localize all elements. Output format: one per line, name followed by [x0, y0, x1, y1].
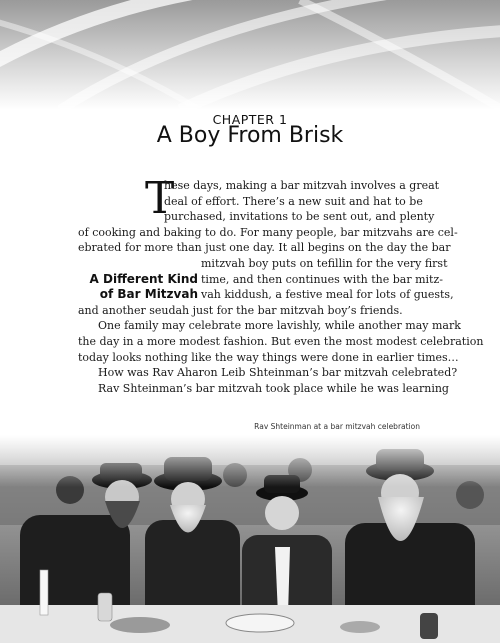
- body-line: Rav Shteinman’s bar mitzvah took place while he was learning: [98, 381, 449, 395]
- body-line: and another seudah just for the bar mitzvah boy’s friends.: [78, 303, 403, 317]
- body-line: the day in a more modest fashion. But even the most modest celebration: [78, 334, 484, 348]
- chapter-label: CHAPTER 1: [212, 112, 288, 127]
- celebration-photo: [0, 435, 500, 643]
- body-line: One family may celebrate more lavishly, while another may mark: [98, 319, 461, 333]
- body-line: hese days, making a bar mitzvah involves a great: [164, 179, 440, 192]
- body-line: mitzvah boy puts on tefillin for the very first: [201, 256, 448, 270]
- body-line: today looks nothing like the way things were done in earlier times…: [78, 350, 459, 364]
- sidebar-heading-line: A Different Kind: [89, 272, 198, 286]
- body-line: deal of effort. There’s a new suit and hat to be: [164, 194, 423, 208]
- body-line: vah kiddush, a festive meal for lots of guests,: [201, 288, 454, 302]
- body-line: of cooking and baking to do. For many people, bar mitzvahs are cel-: [78, 225, 458, 239]
- body-text: [78, 173, 484, 396]
- sidebar-heading-line: of Bar Mitzvah: [99, 287, 198, 301]
- chapter-title: A Boy From Brisk: [156, 123, 344, 148]
- body-line: How was Rav Aharon Leib Shteinman’s bar mitzvah celebrated?: [98, 366, 458, 380]
- body-line: ebrated for more than just one day. It all begins on the day the bar: [78, 241, 451, 255]
- header-decoration: [0, 0, 500, 110]
- body-line: purchased, invitations to be sent out, and plenty: [164, 210, 435, 224]
- photo-caption: Rav Shteinman at a bar mitzvah celebration: [254, 422, 420, 431]
- drop-cap: T: [145, 173, 175, 224]
- body-line: time, and then continues with the bar mitz-: [201, 272, 443, 286]
